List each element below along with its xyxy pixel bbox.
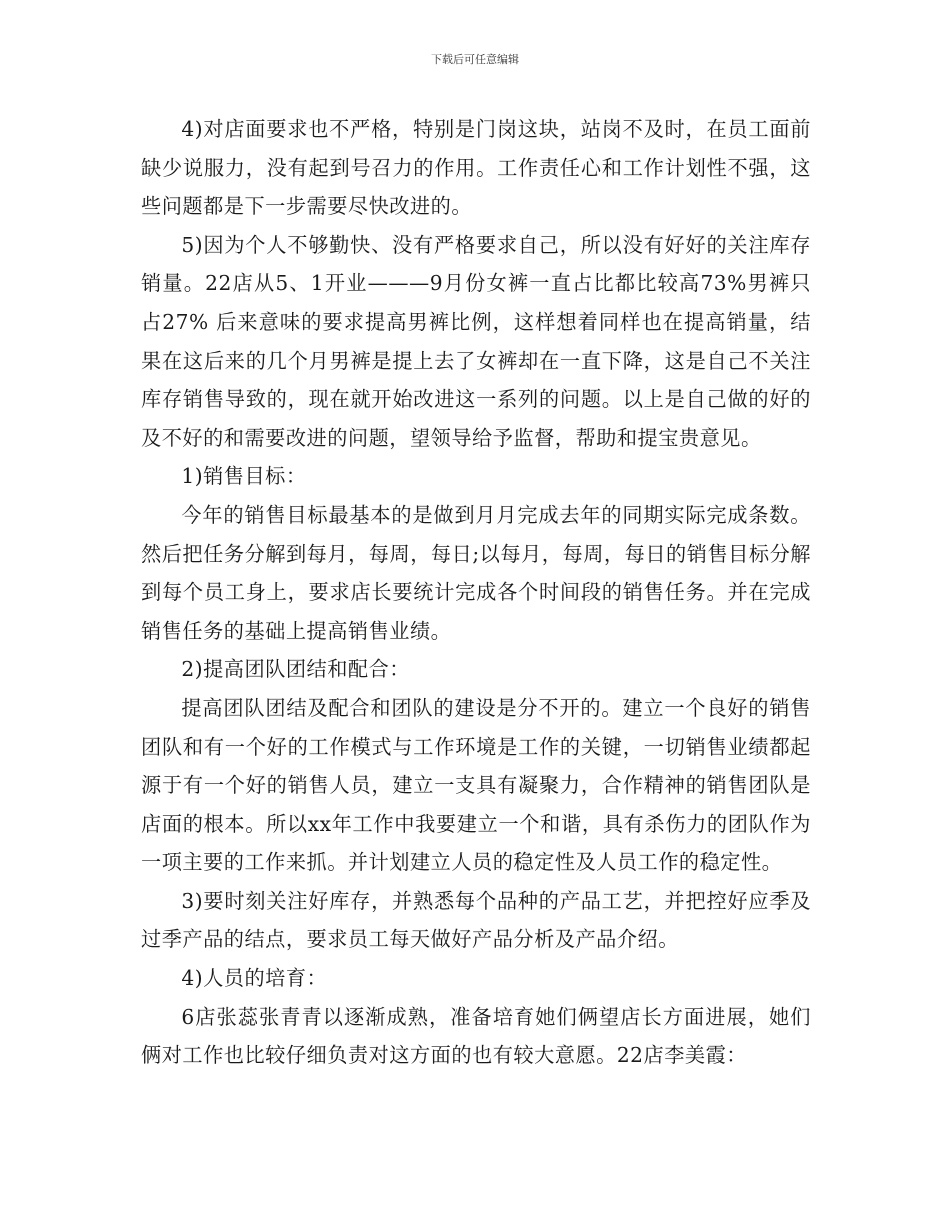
page-header: 下载后可任意编辑 [431,53,519,66]
heading-team-unity: 2)提高团队团结和配合： [181,657,410,682]
heading-sales-target: 1)销售目标： [181,464,307,489]
paragraph-sales-target: 今年的销售目标最基本的是做到月月完成去年的同期实际完成条数。然后把任务分解到每月，每周，每日;以每月，每周，每日的销售目标分解到每个员工身上，要求店长要统计完成各个时间段的销售任务。并在完成销售任务的基础上提高销售业绩。 [141,502,811,643]
heading-staff-training: 4)人员的培育： [181,966,328,991]
paragraph-team-unity: 提高团队团结及配合和团队的建设是分不开的。建立一个良好的销售团队和有一个好的工作模式与工作环境是工作的关键，一切销售业绩都起源于有一个好的销售人员，建立一支具有凝聚力，合作精神的销售团队是店面的根本。所以xx年工作中我要建立一个和谐，具有杀伤力的团队作为一项主要的工作来抓。并计划建立人员的稳定性及人员工作的稳定性。 [141,695,811,875]
paragraph-inventory-focus: 3)要时刻关注好库存，并熟悉每个品种的产品工艺，并把控好应季及过季产品的结点，要求员工每天做好产品分析及产品介绍。 [141,888,811,952]
paragraph-point-5-inventory: 5)因为个人不够勤快、没有严格要求自己，所以没有好好的关注库存销量。22店从5、1开业———9月份女裤一直占比都比较高73%男裤只占27% 后来意味的要求提高男裤比例，这样想着同样也在提高销量，结果在这后来的几个月男裤是提上去了女裤却在一直下降，这是自己不关注库存销售导致的，现在就开始改进这一系列的问题。以上是自己做的好的及不好的和需要改进的问题，望领导给予监督，帮助和提宝贵意见。 [141,232,811,450]
paragraph-point-4-storefront: 4)对店面要求也不严格，特别是门岗这块，站岗不及时，在员工面前缺少说服力，没有起到号召力的作用。工作责任心和工作计划性不强，这些问题都是下一步需要尽快改进的。 [141,117,811,219]
document-body [141,110,811,1075]
paragraph-staff-training: 6店张蕊张青青以逐渐成熟，准备培育她们俩望店长方面进展，她们俩对工作也比较仔细负责对这方面的也有较大意愿。22店李美霞： [141,1004,811,1068]
